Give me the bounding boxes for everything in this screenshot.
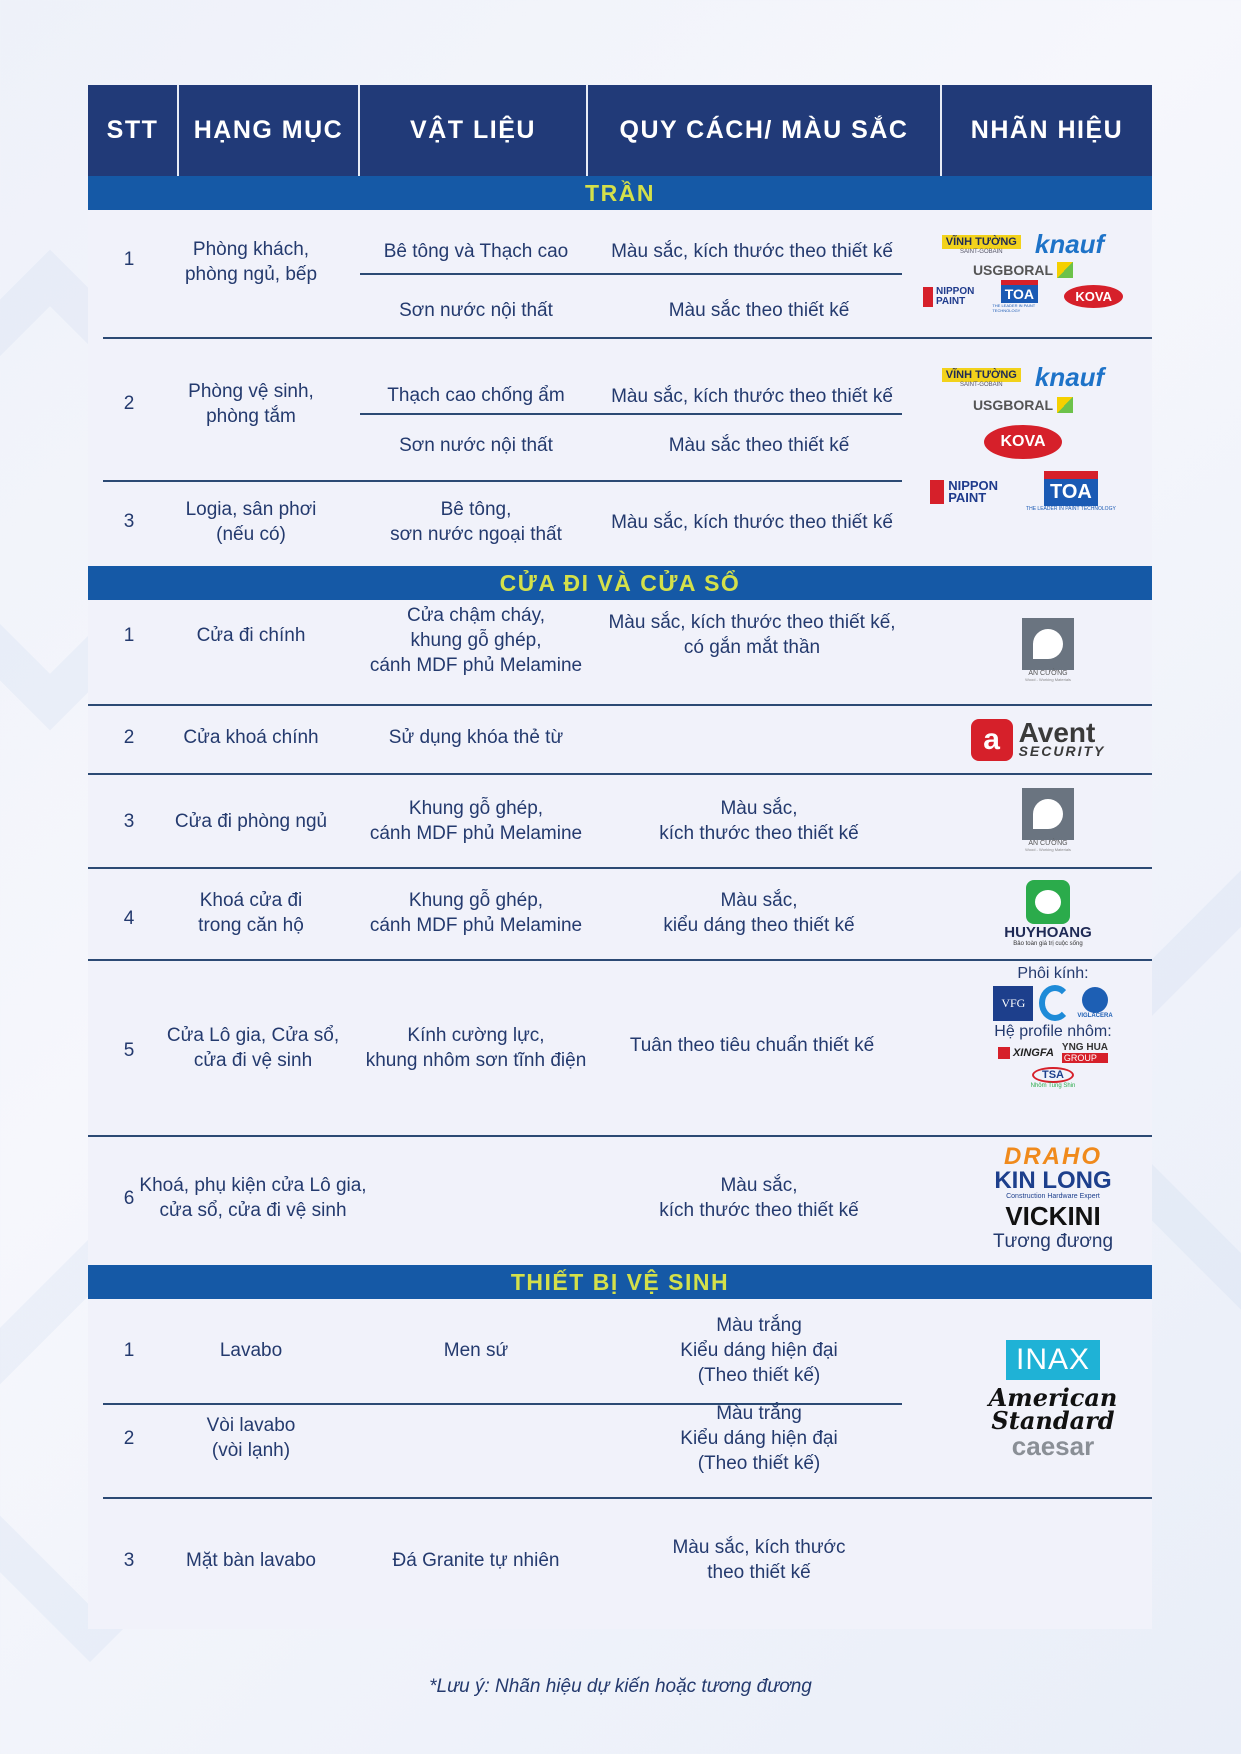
tbvs-row1-stt: 1 <box>123 1339 135 1361</box>
cua-row4-vat-lieu: Khung gỗ ghép, cánh MDF phủ Melamine <box>369 890 583 936</box>
cua-row4-stt: 4 <box>123 907 135 929</box>
header-quy-cach: QUY CÁCH/ MÀU SẮC <box>588 85 942 176</box>
kova-logo: KOVA <box>1064 285 1123 308</box>
tuong-duong-label: Tương đương <box>992 1231 1114 1252</box>
row-divider <box>88 959 1152 961</box>
tbvs-row1-hang-muc: Lavabo <box>219 1339 283 1361</box>
tbvs-row2-stt: 2 <box>123 1427 135 1449</box>
row-divider <box>360 273 902 275</box>
tran-brands-2 <box>923 342 1123 532</box>
xingfa-logo: XINGFA <box>998 1047 1054 1059</box>
kin-long-logo: KIN LONG <box>994 1167 1112 1194</box>
tbvs-row2-quy-cach: Màu trắng Kiểu dáng hiện đại (Theo thiết kế) <box>680 1402 838 1474</box>
row-divider <box>103 1497 1152 1499</box>
tran-row2-vat-lieu-b: Sơn nước nội thất <box>399 434 553 456</box>
cua-row3-quy-cach: Màu sắc, kích thước theo thiết kế <box>659 798 859 844</box>
tran-row2-hang-muc: Phòng vệ sinh, phòng tắm <box>188 381 314 427</box>
vinh-tuong-logo: VĨNH TƯỜNG SAINT-GOBAIN <box>942 368 1021 388</box>
tran-row2-quy-cach-b: Màu sắc theo thiết kế <box>668 434 850 456</box>
tran-row2-stt: 2 <box>123 392 135 414</box>
tbvs-row3-quy-cach: Màu sắc, kích thước theo thiết kế <box>672 1537 846 1583</box>
cua-row3-stt: 3 <box>123 810 135 832</box>
tran-row3-quy-cach: Màu sắc, kích thước theo thiết kế <box>611 511 893 533</box>
cua-row4-quy-cach: Màu sắc, kiểu dáng theo thiết kế <box>663 890 855 936</box>
usg-boral-logo: USGBORAL <box>973 262 1073 278</box>
sanitary-brands <box>988 1330 1118 1470</box>
kova-logo: KOVA <box>984 425 1061 459</box>
tbvs-row3-hang-muc: Mặt bàn lavabo <box>186 1549 316 1571</box>
vfg-logo: VFG <box>993 986 1033 1021</box>
header-vat-lieu: VẬT LIỆU <box>360 85 588 176</box>
huy-hoang-logo: HUYHOANG Bảo toàn giá trị cuộc sống <box>993 873 1103 953</box>
row-divider <box>88 867 1152 869</box>
cua-row4-hang-muc: Khoá cửa đi trong căn hộ <box>198 890 304 936</box>
tran-brands-1 <box>923 211 1123 331</box>
tran-row1-stt: 1 <box>123 248 135 270</box>
tran-row1-vat-lieu-b: Sơn nước nội thất <box>399 299 553 321</box>
footnote: *Lưu ý: Nhãn hiệu dự kiến hoặc tương đương <box>429 1676 812 1697</box>
he-profile-label: Hệ profile nhôm: <box>994 1023 1112 1040</box>
toa-logo: TOA THE LEADER IN PAINT TECHNOLOGY <box>1026 471 1116 512</box>
header-hang-muc: HẠNG MỤC <box>179 85 360 176</box>
cua-row5-hang-muc: Cửa Lô gia, Cửa sổ, cửa đi vệ sinh <box>166 1025 340 1071</box>
row-divider <box>88 773 1152 775</box>
cua-row6-stt: 6 <box>123 1187 135 1209</box>
cua-row5-vat-lieu: Kính cường lực, khung nhôm sơn tĩnh điện <box>365 1025 587 1071</box>
yng-hua-logo: YNG HUA GROUP <box>1061 1042 1109 1063</box>
cua-row1-stt: 1 <box>123 624 135 646</box>
specification-sheet <box>88 85 1152 1629</box>
cua-row5-quy-cach: Tuân theo tiêu chuẩn thiết kế <box>629 1034 875 1056</box>
nippon-paint-logo: NIPPON PAINT <box>930 480 998 504</box>
tran-row1-quy-cach-b: Màu sắc theo thiết kế <box>668 299 850 321</box>
viglacera-logo: VIGLACERA <box>1077 987 1112 1019</box>
section-tran: TRẦN <box>88 176 1152 210</box>
row-divider <box>103 337 1152 339</box>
tran-row2-quy-cach-a: Màu sắc, kích thước theo thiết kế <box>611 385 893 407</box>
vinh-tuong-logo: VĨNH TƯỜNG SAINT-GOBAIN <box>942 235 1021 255</box>
header-stt: STT <box>88 85 179 176</box>
cua-row1-quy-cach: Màu sắc, kích thước theo thiết kế, có gắn mắt thần <box>608 612 896 658</box>
an-cuong-logo: AN CƯỜNG Wood - Working Materials <box>1008 615 1088 685</box>
table-header <box>88 85 1152 176</box>
an-cuong-logo: AN CƯỜNG Wood - Working Materials <box>1008 785 1088 855</box>
toa-logo: TOA THE LEADER IN PAINT TECHNOLOGY <box>992 280 1046 313</box>
inax-logo: INAX <box>1006 1340 1100 1380</box>
tran-row2-vat-lieu-a: Thạch cao chống ẩm <box>387 384 565 406</box>
tran-row3-vat-lieu: Bê tông, sơn nước ngoại thất <box>390 499 562 545</box>
guardian-glass-logo <box>1039 985 1071 1021</box>
caesar-logo: caesar <box>1011 1431 1095 1461</box>
american-standard-logo: American Standard <box>988 1383 1118 1435</box>
draho-logo: DRAHO <box>1004 1143 1102 1170</box>
cua-row2-hang-muc: Cửa khoá chính <box>183 726 319 748</box>
cua-row6-quy-cach: Màu sắc, kích thước theo thiết kế <box>659 1175 859 1221</box>
tran-row1-hang-muc: Phòng khách, phòng ngủ, bếp <box>184 239 318 285</box>
tran-row1-vat-lieu-a: Bê tông và Thạch cao <box>383 240 569 262</box>
nippon-paint-logo: NIPPON PAINT <box>923 287 974 307</box>
glass-aluminum-brands <box>968 965 1138 1135</box>
cua-row2-vat-lieu: Sử dụng khóa thẻ từ <box>388 726 564 748</box>
tbvs-row1-vat-lieu: Men sứ <box>443 1339 509 1361</box>
tbvs-row3-vat-lieu: Đá Granite tự nhiên <box>392 1549 560 1571</box>
cua-row1-hang-muc: Cửa đi chính <box>196 624 306 646</box>
vickini-logo: VICKINI <box>1005 1201 1101 1231</box>
tran-row1-quy-cach-a: Màu sắc, kích thước theo thiết kế <box>611 240 893 262</box>
tbvs-row1-quy-cach: Màu trắng Kiểu dáng hiện đại (Theo thiết kế) <box>680 1314 838 1386</box>
tsa-logo: TSA Nhôm Tung Shin <box>1030 1069 1076 1089</box>
row-divider <box>88 1135 1152 1137</box>
cua-row3-hang-muc: Cửa đi phòng ngủ <box>174 810 328 832</box>
section-tbvs: THIẾT BỊ VỆ SINH <box>88 1265 1152 1299</box>
tran-row3-stt: 3 <box>123 510 135 532</box>
usg-boral-logo: USGBORAL <box>973 397 1073 413</box>
knauf-logo: knauf <box>1034 362 1105 392</box>
cua-row6-hang-muc: Khoá, phụ kiện cửa Lô gia, cửa sổ, cửa đi vệ sinh <box>139 1175 367 1221</box>
phoi-kinh-label: Phôi kính: <box>1017 965 1089 982</box>
tbvs-row2-hang-muc: Vòi lavabo (vòi lạnh) <box>206 1415 296 1461</box>
section-cua: CỬA ĐI VÀ CỬA SỔ <box>88 566 1152 600</box>
tran-row3-hang-muc: Logia, sân phơi (nếu có) <box>185 499 317 545</box>
cua-row3-vat-lieu: Khung gỗ ghép, cánh MDF phủ Melamine <box>369 798 583 844</box>
avent-security-logo: a Avent SECURITY <box>958 712 1118 767</box>
header-nhan-hieu: NHÃN HIỆU <box>970 116 1124 144</box>
row-divider <box>88 704 1152 706</box>
row-divider <box>103 480 902 482</box>
cua-row1-vat-lieu: Cửa chậm cháy, khung gỗ ghép, cánh MDF phủ Melamine <box>369 604 583 676</box>
hardware-brands: DRAHO KIN LONG Construction Hardware Expert VICKINI Tương đương <box>992 1143 1114 1252</box>
knauf-logo: knauf <box>1034 229 1105 259</box>
tbvs-row3-stt: 3 <box>123 1549 135 1571</box>
cua-row2-stt: 2 <box>123 726 135 748</box>
cua-row5-stt: 5 <box>123 1039 135 1061</box>
row-divider <box>360 413 902 415</box>
